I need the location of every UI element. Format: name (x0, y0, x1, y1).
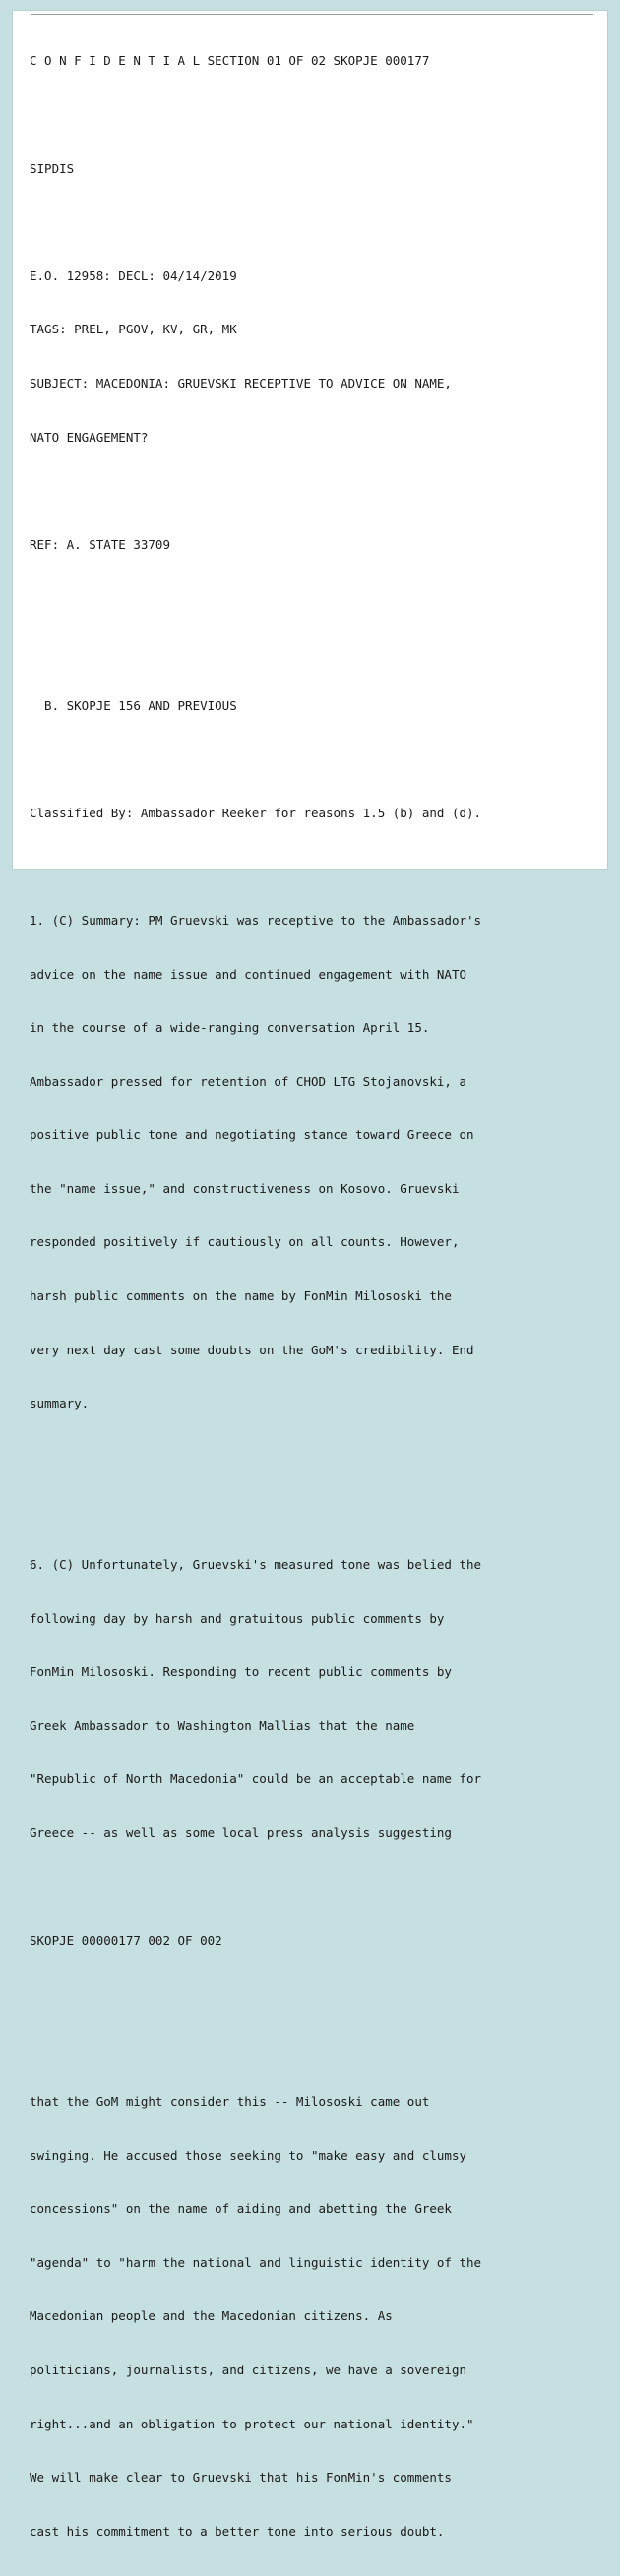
para6-cont-line: concessions" on the name of aiding and abetting the Greek (30, 2201, 452, 2217)
para6-cont-line: that the GoM might consider this -- Milososki came out (30, 2093, 430, 2109)
para6-cont-line: "agenda" to "harm the national and linguistic identity of the (30, 2254, 482, 2270)
subject-line-2: NATO ENGAGEMENT? (30, 429, 149, 445)
para1-line: positive public tone and negotiating stance toward Greece on (30, 1127, 474, 1143)
para6-cont-line: cast his commitment to a better tone into serious doubt. (30, 2523, 445, 2539)
tags-line: TAGS: PREL, PGOV, KV, GR, MK (30, 322, 237, 337)
section2-header: SKOPJE 00000177 002 OF 002 (30, 1933, 222, 1948)
eo-line: E.O. 12958: DECL: 04/14/2019 (30, 268, 237, 283)
cable-header: C O N F I D E N T I A L SECTION 01 OF 02 SKOPJE 000177 (30, 53, 430, 69)
top-rule (31, 14, 593, 15)
classified-by-line: Classified By: Ambassador Reeker for reasons 1.5 (b) and (d). (30, 805, 482, 820)
para1-line: advice on the name issue and continued engagement with NATO (30, 966, 467, 982)
cable-text (30, 17, 481, 2576)
para6-cont-line: politicians, journalists, and citizens, we have a sovereign (30, 2362, 467, 2377)
ref-b-line: B. SKOPJE 156 AND PREVIOUS (30, 697, 237, 713)
para1-line: harsh public comments on the name by FonMin Milososki the (30, 1288, 452, 1304)
document-page (13, 11, 607, 2539)
para6-cont-line: Macedonian people and the Macedonian citizens. As (30, 2308, 393, 2324)
para1-line: very next day cast some doubts on the GoM's credibility. End (30, 1342, 474, 1357)
para6-cont-line: right...and an obligation to protect our national identity." (30, 2416, 474, 2431)
para6-line: "Republic of North Macedonia" could be an acceptable name for (30, 1771, 482, 1787)
para6-line: 6. (C) Unfortunately, Gruevski's measured tone was belied the (30, 1557, 482, 1573)
subject-line-1: SUBJECT: MACEDONIA: GRUEVSKI RECEPTIVE TO ADVICE ON NAME, (30, 375, 452, 390)
ref-a-line: REF: A. STATE 33709 (30, 536, 170, 552)
para1-line: 1. (C) Summary: PM Gruevski was receptive to the Ambassador's (30, 912, 482, 928)
sipdis-marker: SIPDIS (30, 160, 75, 176)
para6-line: Greek Ambassador to Washington Mallias that the name (30, 1717, 415, 1733)
para6-line: following day by harsh and gratuitous public comments by (30, 1610, 445, 1626)
para6-cont-line: swinging. He accused those seeking to "make easy and clumsy (30, 2147, 467, 2163)
para6-line: Greece -- as well as some local press analysis suggesting (30, 1826, 452, 1840)
para1-line: summary. (30, 1396, 90, 1411)
para1-line: responded positively if cautiously on all counts. However, (30, 1234, 460, 1250)
para6-line: FonMin Milososki. Responding to recent public comments by (30, 1664, 452, 1680)
para1-line: in the course of a wide-ranging conversation April 15. (30, 1020, 430, 1036)
para6-cont-line: We will make clear to Gruevski that his FonMin's comments (30, 2470, 452, 2486)
para1-line: the "name issue," and constructiveness on Kosovo. Gruevski (30, 1180, 460, 1196)
para1-line: Ambassador pressed for retention of CHOD LTG Stojanovski, a (30, 1073, 467, 1089)
